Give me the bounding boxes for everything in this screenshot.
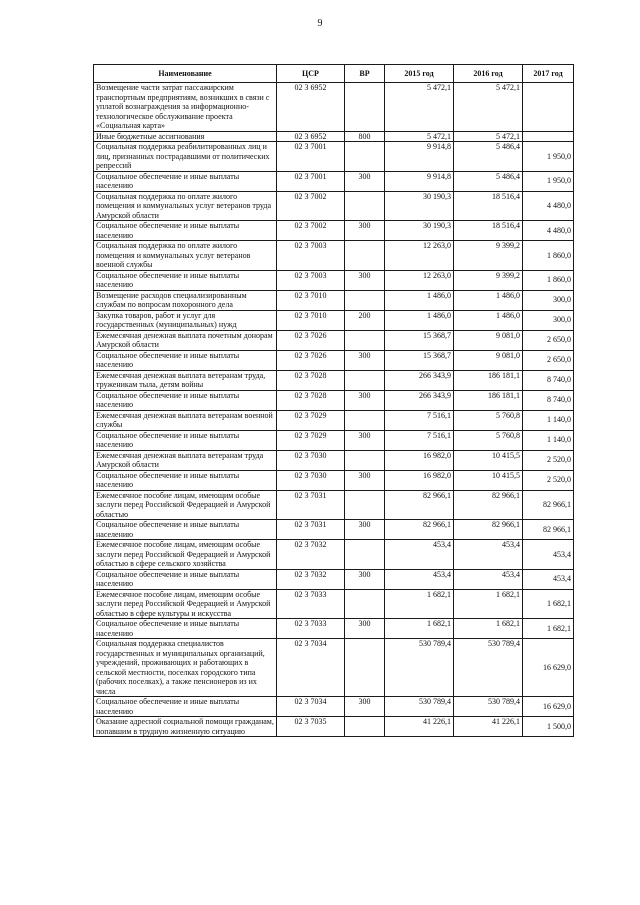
table-row — [94, 717, 574, 737]
table-row — [94, 410, 574, 430]
cell-2015: 12 263,0 — [385, 270, 454, 290]
cell-vr — [345, 290, 385, 310]
cell-2016: 5 760,8 — [454, 410, 523, 430]
cell-name: Ежемесячное пособие лицам, имеющим особые заслуги перед Российской Федерацией и Амурской областью — [94, 490, 277, 520]
cell-vr: 300 — [345, 390, 385, 410]
cell-csr: 02 3 7029 — [277, 430, 345, 450]
cell-2016: 41 226,1 — [454, 717, 523, 737]
cell-2016: 5 472,1 — [454, 83, 523, 132]
cell-2016: 5 760,8 — [454, 430, 523, 450]
cell-2017: 300,0 — [523, 290, 574, 310]
cell-2016: 10 415,5 — [454, 450, 523, 470]
cell-vr: 300 — [345, 520, 385, 540]
cell-2016: 9 399,2 — [454, 270, 523, 290]
table-body — [94, 83, 574, 737]
cell-name: Ежемесячная денежная выплата почетным донорам Амурской области — [94, 330, 277, 350]
cell-name: Иные бюджетные ассигнования — [94, 131, 277, 142]
cell-2015: 82 966,1 — [385, 520, 454, 540]
cell-name: Социальное обеспечение и иные выплаты населению — [94, 430, 277, 450]
cell-2015: 15 368,7 — [385, 330, 454, 350]
cell-name: Оказание адресной социальной помощи гражданам, попавшим в трудную жизненную ситуацию — [94, 717, 277, 737]
header-name: Наименование — [94, 65, 277, 83]
cell-2017: 1 140,0 — [523, 410, 574, 430]
cell-2016: 5 486,4 — [454, 142, 523, 172]
cell-name: Возмещение расходов специализированным службам по вопросам похоронного дела — [94, 290, 277, 310]
cell-2017: 2 520,0 — [523, 450, 574, 470]
table-row — [94, 191, 574, 221]
cell-csr: 02 3 7002 — [277, 191, 345, 221]
cell-2017: 453,4 — [523, 569, 574, 589]
table-row — [94, 390, 574, 410]
cell-2017: 16 629,0 — [523, 697, 574, 717]
page-number: 9 — [317, 18, 323, 29]
cell-vr: 300 — [345, 697, 385, 717]
cell-2017 — [523, 83, 574, 132]
cell-name: Закупка товаров, работ и услуг для государственных (муниципальных) нужд — [94, 310, 277, 330]
cell-vr: 300 — [345, 470, 385, 490]
cell-2015: 5 472,1 — [385, 131, 454, 142]
table-row — [94, 569, 574, 589]
cell-2017: 2 650,0 — [523, 330, 574, 350]
cell-2015: 530 789,4 — [385, 697, 454, 717]
cell-csr: 02 3 7026 — [277, 350, 345, 370]
cell-vr: 800 — [345, 131, 385, 142]
cell-vr — [345, 191, 385, 221]
cell-2016: 18 516,4 — [454, 191, 523, 221]
header-2017: 2017 год — [523, 65, 574, 83]
table-row — [94, 83, 574, 132]
cell-name: Социальное обеспечение и иные выплаты населению — [94, 697, 277, 717]
cell-csr: 02 3 6952 — [277, 83, 345, 132]
cell-csr: 02 3 7032 — [277, 540, 345, 570]
cell-2016: 9 081,0 — [454, 330, 523, 350]
header-2016: 2016 год — [454, 65, 523, 83]
cell-2015: 266 343,9 — [385, 370, 454, 390]
cell-name: Социальное обеспечение и иные выплаты населению — [94, 520, 277, 540]
cell-vr — [345, 540, 385, 570]
table-row — [94, 350, 574, 370]
cell-vr — [345, 330, 385, 350]
table-row — [94, 221, 574, 241]
cell-name: Социальное обеспечение и иные выплаты населению — [94, 171, 277, 191]
cell-2015: 9 914,8 — [385, 142, 454, 172]
cell-csr: 02 3 7030 — [277, 470, 345, 490]
cell-2015: 16 982,0 — [385, 450, 454, 470]
cell-vr — [345, 410, 385, 430]
cell-2017 — [523, 131, 574, 142]
cell-2015: 7 516,1 — [385, 430, 454, 450]
table-row — [94, 270, 574, 290]
cell-2015: 82 966,1 — [385, 490, 454, 520]
cell-vr — [345, 717, 385, 737]
cell-2017: 453,4 — [523, 540, 574, 570]
cell-2017: 2 650,0 — [523, 350, 574, 370]
cell-name: Социальное обеспечение и иные выплаты населению — [94, 569, 277, 589]
cell-2016: 9 081,0 — [454, 350, 523, 370]
cell-2016: 453,4 — [454, 540, 523, 570]
table-row — [94, 241, 574, 271]
cell-csr: 02 3 7010 — [277, 290, 345, 310]
cell-2015: 9 914,8 — [385, 171, 454, 191]
cell-csr: 02 3 7002 — [277, 221, 345, 241]
cell-vr: 300 — [345, 430, 385, 450]
table-row — [94, 520, 574, 540]
cell-vr — [345, 83, 385, 132]
cell-2017: 1 950,0 — [523, 171, 574, 191]
cell-2016: 186 181,1 — [454, 390, 523, 410]
cell-csr: 02 3 7034 — [277, 697, 345, 717]
cell-name: Социальное обеспечение и иные выплаты населению — [94, 221, 277, 241]
cell-vr: 300 — [345, 221, 385, 241]
table-row — [94, 470, 574, 490]
table-row — [94, 490, 574, 520]
table-row — [94, 450, 574, 470]
table-row — [94, 370, 574, 390]
cell-2015: 41 226,1 — [385, 717, 454, 737]
cell-csr: 02 3 7031 — [277, 520, 345, 540]
cell-2017: 1 682,1 — [523, 589, 574, 619]
cell-csr: 02 3 7029 — [277, 410, 345, 430]
cell-2015: 1 682,1 — [385, 619, 454, 639]
cell-2015: 453,4 — [385, 540, 454, 570]
cell-csr: 02 3 7001 — [277, 171, 345, 191]
cell-2015: 30 190,3 — [385, 191, 454, 221]
cell-2017: 4 480,0 — [523, 221, 574, 241]
cell-2016: 453,4 — [454, 569, 523, 589]
header-vr: ВР — [345, 65, 385, 83]
cell-csr: 02 3 7031 — [277, 490, 345, 520]
cell-2015: 453,4 — [385, 569, 454, 589]
header-csr: ЦСР — [277, 65, 345, 83]
cell-2017: 2 520,0 — [523, 470, 574, 490]
cell-name: Ежемесячная денежная выплата ветеранам труда, труженикам тыла, детям войны — [94, 370, 277, 390]
cell-csr: 02 3 7010 — [277, 310, 345, 330]
cell-name: Социальная поддержка специалистов государственных и муниципальных организаций, учреждений, проживающих и работающих в сельской местности, поселках городского типа (рабочих поселках), а также пенсионеров из их числа — [94, 639, 277, 697]
cell-csr: 02 3 7001 — [277, 142, 345, 172]
cell-2017: 1 500,0 — [523, 717, 574, 737]
cell-2015: 5 472,1 — [385, 83, 454, 132]
cell-2016: 1 682,1 — [454, 589, 523, 619]
cell-name: Ежемесячная денежная выплата ветеранам военной службы — [94, 410, 277, 430]
table-header-row — [94, 65, 574, 83]
budget-table — [93, 64, 574, 737]
cell-vr: 300 — [345, 569, 385, 589]
cell-vr — [345, 639, 385, 697]
cell-csr: 02 3 7033 — [277, 589, 345, 619]
cell-2015: 30 190,3 — [385, 221, 454, 241]
cell-csr: 02 3 7030 — [277, 450, 345, 470]
table-row — [94, 697, 574, 717]
cell-2016: 5 486,4 — [454, 171, 523, 191]
cell-2017: 4 480,0 — [523, 191, 574, 221]
table-row — [94, 430, 574, 450]
cell-csr: 02 3 7003 — [277, 241, 345, 271]
cell-2017: 1 860,0 — [523, 241, 574, 271]
cell-2016: 1 682,1 — [454, 619, 523, 639]
cell-2017: 1 140,0 — [523, 430, 574, 450]
cell-csr: 02 3 7003 — [277, 270, 345, 290]
cell-vr — [345, 241, 385, 271]
cell-name: Возмещение части затрат пассажирским транспортным предприятиям, возникших в связи с уплатой вознаграждения за информационно-технологическое обслуживание проекта «Социальная карта» — [94, 83, 277, 132]
cell-2016: 82 966,1 — [454, 490, 523, 520]
cell-name: Социальная поддержка по оплате жилого помещения и коммунальных услуг ветеранов военной службы — [94, 241, 277, 271]
cell-vr: 200 — [345, 310, 385, 330]
cell-name: Социальное обеспечение и иные выплаты населению — [94, 270, 277, 290]
cell-2016: 186 181,1 — [454, 370, 523, 390]
cell-vr: 300 — [345, 270, 385, 290]
table-row — [94, 589, 574, 619]
cell-2015: 16 982,0 — [385, 470, 454, 490]
cell-csr: 02 3 6952 — [277, 131, 345, 142]
cell-name: Социальная поддержка реабилитированных лиц и лиц, признанных пострадавшими от политических репрессий — [94, 142, 277, 172]
cell-2016: 18 516,4 — [454, 221, 523, 241]
cell-name: Социальное обеспечение и иные выплаты населению — [94, 390, 277, 410]
cell-2015: 7 516,1 — [385, 410, 454, 430]
cell-2017: 8 740,0 — [523, 390, 574, 410]
cell-2017: 82 966,1 — [523, 490, 574, 520]
cell-name: Ежемесячная денежная выплата ветеранам труда Амурской области — [94, 450, 277, 470]
cell-csr: 02 3 7033 — [277, 619, 345, 639]
cell-name: Социальное обеспечение и иные выплаты населению — [94, 619, 277, 639]
table-row — [94, 171, 574, 191]
table-row — [94, 619, 574, 639]
cell-vr — [345, 490, 385, 520]
cell-vr — [345, 370, 385, 390]
cell-2015: 530 789,4 — [385, 639, 454, 697]
cell-2016: 9 399,2 — [454, 241, 523, 271]
cell-2016: 5 472,1 — [454, 131, 523, 142]
cell-csr: 02 3 7034 — [277, 639, 345, 697]
cell-csr: 02 3 7032 — [277, 569, 345, 589]
table-row — [94, 142, 574, 172]
table-row — [94, 290, 574, 310]
cell-2016: 10 415,5 — [454, 470, 523, 490]
cell-2017: 1 682,1 — [523, 619, 574, 639]
cell-name: Социальное обеспечение и иные выплаты населению — [94, 470, 277, 490]
cell-vr: 300 — [345, 350, 385, 370]
cell-2016: 530 789,4 — [454, 697, 523, 717]
cell-2017: 1 860,0 — [523, 270, 574, 290]
table-row — [94, 131, 574, 142]
cell-2017: 82 966,1 — [523, 520, 574, 540]
table-row — [94, 540, 574, 570]
cell-2017: 8 740,0 — [523, 370, 574, 390]
cell-2016: 1 486,0 — [454, 310, 523, 330]
cell-2016: 82 966,1 — [454, 520, 523, 540]
table-row — [94, 330, 574, 350]
cell-name: Ежемесячное пособие лицам, имеющим особые заслуги перед Российской Федерацией и Амурской областью в сфере сельского хозяйства — [94, 540, 277, 570]
cell-2015: 15 368,7 — [385, 350, 454, 370]
cell-2015: 1 682,1 — [385, 589, 454, 619]
cell-vr — [345, 589, 385, 619]
cell-vr — [345, 450, 385, 470]
cell-2015: 1 486,0 — [385, 310, 454, 330]
cell-csr: 02 3 7028 — [277, 390, 345, 410]
cell-name: Социальное обеспечение и иные выплаты населению — [94, 350, 277, 370]
cell-2017: 16 629,0 — [523, 639, 574, 697]
table-row — [94, 310, 574, 330]
cell-2015: 12 263,0 — [385, 241, 454, 271]
cell-name: Ежемесячное пособие лицам, имеющим особые заслуги перед Российской Федерацией и Амурской областью в сфере культуры и искусства — [94, 589, 277, 619]
cell-vr: 300 — [345, 619, 385, 639]
cell-2017: 1 950,0 — [523, 142, 574, 172]
cell-csr: 02 3 7035 — [277, 717, 345, 737]
cell-vr: 300 — [345, 171, 385, 191]
header-2015: 2015 год — [385, 65, 454, 83]
cell-2015: 266 343,9 — [385, 390, 454, 410]
cell-2017: 300,0 — [523, 310, 574, 330]
cell-2015: 1 486,0 — [385, 290, 454, 310]
cell-2016: 530 789,4 — [454, 639, 523, 697]
cell-csr: 02 3 7028 — [277, 370, 345, 390]
cell-2016: 1 486,0 — [454, 290, 523, 310]
cell-csr: 02 3 7026 — [277, 330, 345, 350]
table-row — [94, 639, 574, 697]
cell-vr — [345, 142, 385, 172]
cell-name: Социальная поддержка по оплате жилого помещения и коммунальных услуг ветеранов труда Амурской области — [94, 191, 277, 221]
